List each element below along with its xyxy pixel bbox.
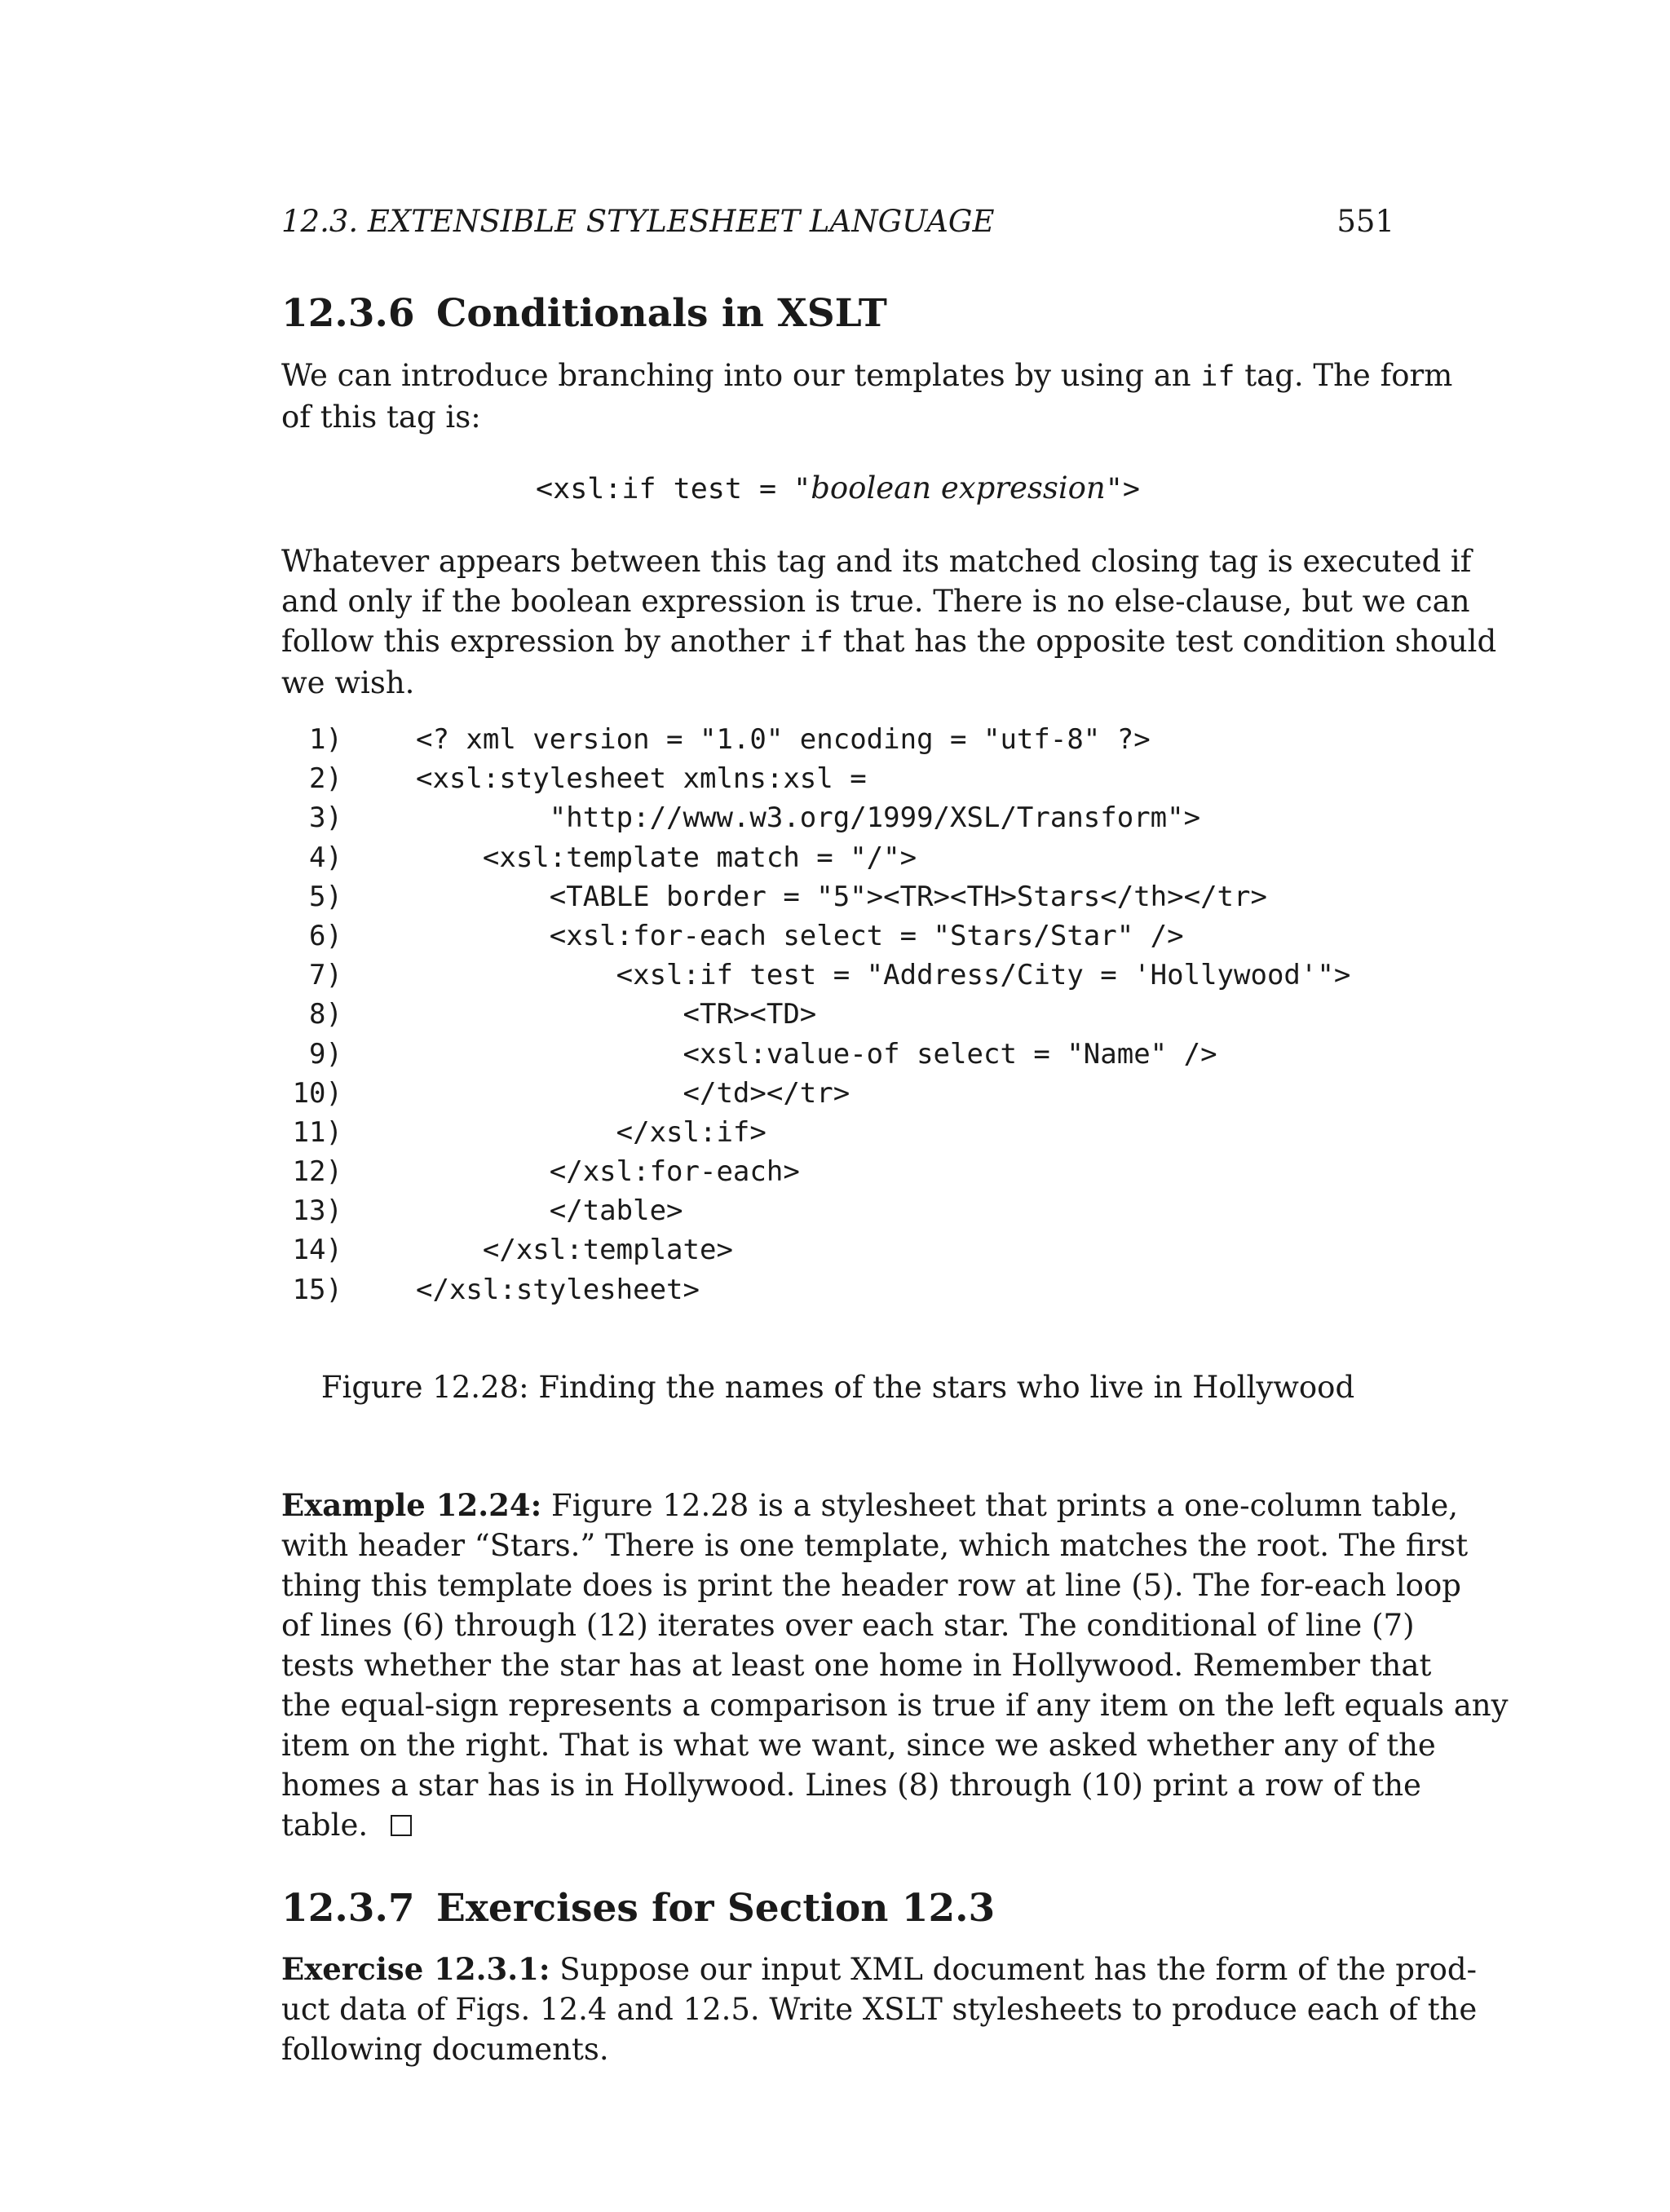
code-line-text: </xsl:stylesheet> [416,1273,700,1306]
example-line-4: of lines (6) through (12) iterates over each star. The conditional of line (7) [281,1608,1415,1643]
code-line-text: </table> [416,1194,683,1228]
example-paragraph [281,1486,1509,1845]
code-line [281,956,1394,995]
example-label: Example 12.24: [281,1487,542,1523]
code-line-text: <xsl:template match = "/"> [416,841,917,874]
example-line-3: thing this template does is print the header row at line (5). The for-each loop [281,1568,1461,1603]
code-line-number: 9) [309,1037,342,1071]
code-line [281,1152,1394,1191]
code-line-number: 2) [309,762,342,796]
code-line [281,1074,1394,1113]
exercise-line-1: Exercise 12.3.1: Suppose our input XML document has the form of the prod- [281,1951,1478,1987]
end-of-example-box-icon [391,1815,412,1836]
code-line [281,916,1394,956]
section-heading-exercises [281,1884,995,1933]
code-line-number: 14) [292,1234,342,1267]
xslt-code-listing [281,720,1394,1309]
explanation-paragraph [281,541,1497,703]
code-line-text: <xsl:value-of select = "Name" /> [416,1037,1217,1071]
code-line-text: </xsl:template> [416,1234,733,1267]
section-number: 12.3.7 [281,1886,415,1931]
intro-line-1: We can introduce branching into our templates by using an if tag. The form [281,358,1453,393]
code-line [281,877,1394,916]
code-line [281,1113,1394,1152]
example-line-1: Example 12.24: Figure 12.28 is a stylesheet that prints a one-column table, [281,1487,1459,1523]
example-line-5: tests whether the star has at least one home in Hollywood. Remember that [281,1648,1432,1683]
intro-line-2: of this tag is: [281,400,481,435]
code-line-text: </td></tr> [416,1076,850,1110]
section-number: 12.3.6 [281,291,415,336]
code-line-number: 7) [309,959,342,992]
code-line-number: 8) [309,998,342,1031]
code-line-text: "http://www.w3.org/1999/XSL/Transform"> [416,801,1201,835]
code-line [281,1270,1394,1309]
section-heading-conditionals [281,289,887,338]
code-line-number: 3) [309,801,342,835]
code-line [281,1191,1394,1230]
code-line [281,1035,1394,1074]
code-line-text: <TR><TD> [416,998,817,1031]
xsl-if-syntax-display: <xsl:if test = "boolean expression"> [536,470,1140,506]
exercise-line-2: uct data of Figs. 12.4 and 12.5. Write XSLT stylesheets to produce each of the [281,1992,1478,2027]
exercise-paragraph [281,1949,1478,2069]
code-line-text: </xsl:if> [416,1115,767,1149]
section-title: Exercises for Section 12.3 [436,1886,996,1931]
code-line-number: 10) [292,1076,342,1110]
code-line-number: 4) [309,841,342,874]
intro-paragraph [281,355,1453,437]
example-line-6: the equal-sign represents a comparison is true if any item on the left equals any [281,1688,1509,1723]
example-line-2: with header “Stars.” There is one template, which matches the root. The first [281,1528,1469,1563]
page-number: 551 [1336,204,1394,239]
explain-line-1: Whatever appears between this tag and its matched closing tag is executed if [281,544,1472,579]
code-line-text: <? xml version = "1.0" encoding = "utf-8" ?> [416,723,1151,756]
explain-line-3: follow this expression by another if that has the opposite test condition should [281,624,1497,659]
code-line-number: 6) [309,919,342,952]
code-line [281,995,1394,1034]
inline-code-if: if [1200,360,1235,393]
figure-caption: Figure 12.28: Finding the names of the stars who live in Hollywood [320,1370,1355,1405]
code-line [281,798,1394,837]
code-line [281,759,1394,798]
explain-line-2: and only if the boolean expression is true. There is no else-clause, but we can [281,584,1470,619]
example-line-8: homes a star has is in Hollywood. Lines (8) through (10) print a row of the [281,1768,1421,1803]
book-page [281,0,1509,2212]
example-line-9: table. [281,1805,1394,1845]
code-line [281,838,1394,877]
boolean-expression-placeholder: boolean expression [811,470,1106,506]
inline-code-if: if [798,626,834,659]
code-line-text: <TABLE border = "5"><TR><TH>Stars</th></tr> [416,880,1267,913]
running-head-title: 12.3. EXTENSIBLE STYLESHEET LANGUAGE [281,204,995,239]
code-line-text: <xsl:if test = "Address/City = 'Hollywood'"> [416,959,1351,992]
code-line-text: </xsl:for-each> [416,1155,800,1189]
code-line-number: 5) [309,880,342,913]
exercise-label: Exercise 12.3.1: [281,1951,550,1987]
code-line-text: <xsl:stylesheet xmlns:xsl = [416,762,867,796]
code-line [281,720,1394,759]
code-line-number: 11) [292,1115,342,1149]
code-line [281,1230,1394,1269]
code-line-text: <xsl:for-each select = "Stars/Star" /> [416,919,1184,952]
exercise-line-3: following documents. [281,2032,609,2067]
code-line-number: 15) [292,1273,342,1306]
section-title: Conditionals in XSLT [436,291,887,336]
explain-line-4: we wish. [281,665,415,700]
code-line-number: 13) [292,1194,342,1228]
code-line-number: 12) [292,1155,342,1189]
example-line-7: item on the right. That is what we want, since we asked whether any of the [281,1728,1436,1763]
code-line-number: 1) [309,723,342,756]
